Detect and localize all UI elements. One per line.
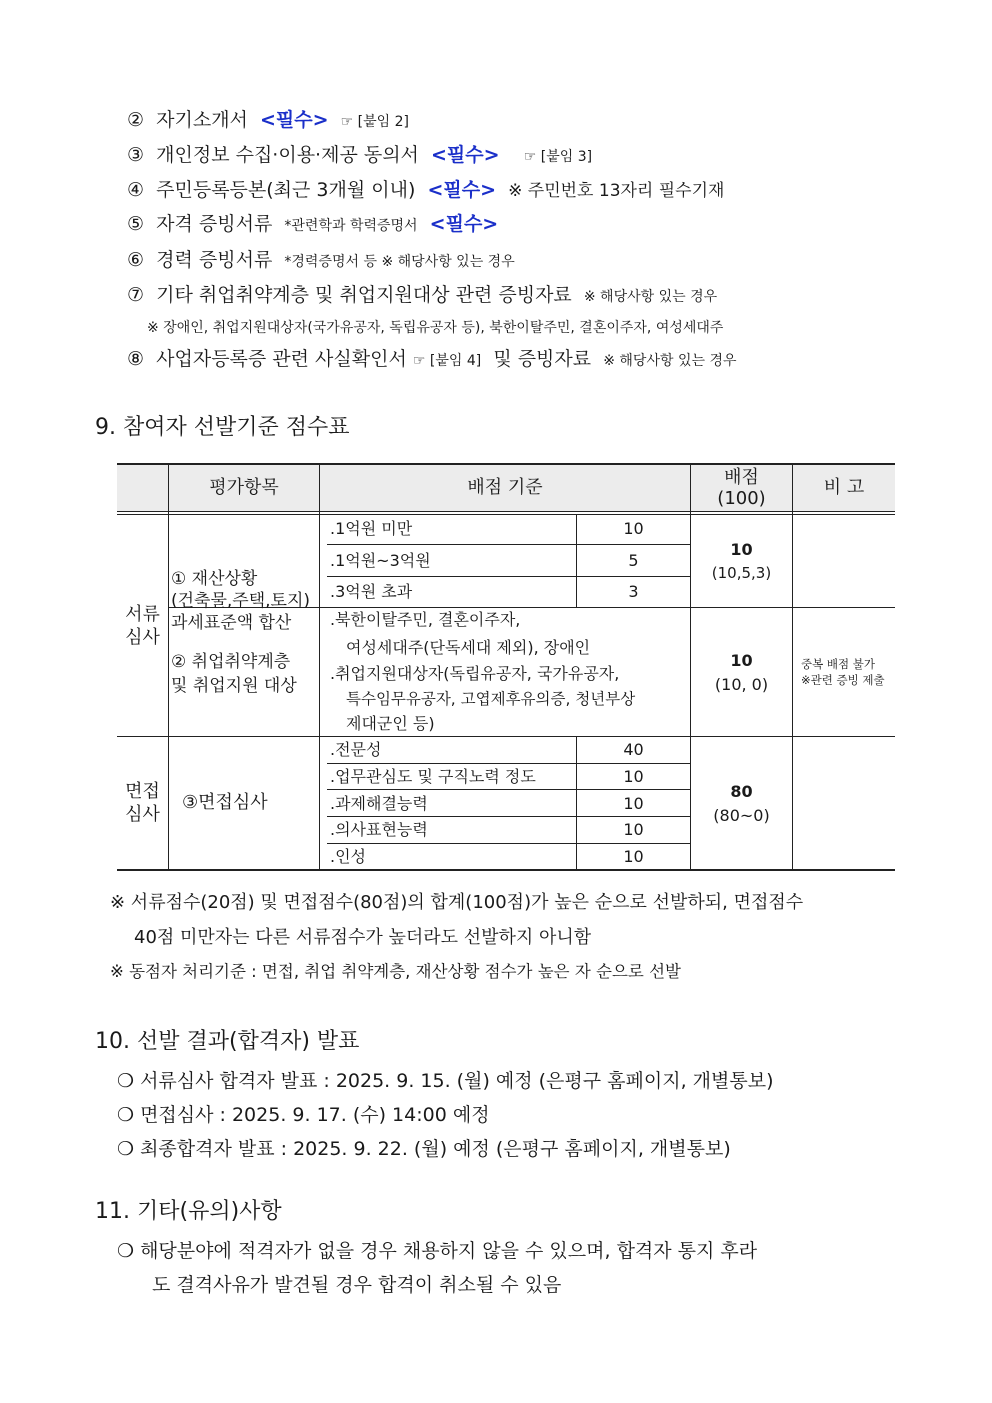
table-border: [327, 843, 690, 844]
group-interview: 면접 심사: [125, 781, 160, 825]
row3-score: 80: [730, 782, 753, 801]
header-criteria: 배점 기준: [467, 477, 543, 498]
row3-criteria-5: .인성: [330, 847, 366, 866]
row3-item: ③면접심사: [182, 792, 268, 813]
section-9-note-1-cont: 40점 미만자는 다른 서류점수가 높더라도 선발하지 아니함: [134, 927, 592, 948]
required-badge: <필수>: [427, 179, 497, 201]
doc-item-7: ⑦ 기타 취업취약계층 및 취업지원대상 관련 증빙자료 ※ 해당사항 있는 경우: [127, 284, 718, 306]
row2-criteria-2: 여성세대주(단독세대 제외), 장애인: [346, 638, 591, 657]
row3-points-3: 10: [623, 794, 644, 813]
row1-score-sub: (10,5,3): [711, 564, 772, 582]
table-border: [117, 869, 895, 871]
row2-note: 중복 배점 불가 ※관련 증빙 제출: [801, 657, 885, 687]
section-9-title: 9. 참여자 선발기준 점수표: [95, 415, 350, 440]
table-border: [117, 463, 895, 465]
row3-points-5: 10: [623, 847, 644, 866]
row3-points-4: 10: [623, 820, 644, 839]
section-11-bullet: ❍ 해당분야에 적격자가 없을 경우 채용하지 않을 수 있으며, 합격자 통지 후라: [117, 1240, 758, 1262]
required-badge: <필수>: [260, 109, 329, 131]
section-11-title: 11. 기타(유의)사항: [95, 1199, 282, 1224]
group-doc-review: 서류 심사: [125, 604, 160, 648]
table-border: [327, 763, 690, 764]
table-border: [327, 789, 690, 790]
row3-criteria-3: .과제해결능력: [330, 794, 428, 813]
row2-criteria-5: 제대군인 등): [346, 714, 435, 733]
attachment-ref: ☞ [붙임 4]: [412, 353, 482, 369]
row3-score-sub: (80~0): [713, 806, 770, 825]
section-10-bullet-3: ❍ 최종합격자 발표 : 2025. 9. 22. (월) 예정 (은평구 홈페이지, 개별통보): [117, 1138, 731, 1160]
row1-points-2: 5: [628, 551, 639, 570]
doc-note: ※ 주민번호 13자리 필수기재: [508, 181, 725, 201]
row2-score-sub: (10, 0): [714, 675, 769, 694]
row2-score: 10: [730, 651, 753, 670]
doc-item-6: ⑥ 경력 증빙서류 *경력증명서 등 ※ 해당사항 있는 경우: [127, 249, 515, 271]
table-border: [327, 816, 690, 817]
section-9-note-1: ※ 서류점수(20점) 및 면접점수(80점)의 합계(100점)가 높은 순으로 선발하되, 면접점수: [110, 892, 804, 913]
section-10-bullet-1: ❍ 서류심사 합격자 발표 : 2025. 9. 15. (월) 예정 (은평구 홈페이지, 개별통보): [117, 1070, 774, 1092]
row3-points-2: 10: [623, 767, 644, 786]
row3-criteria-2: .업무관심도 및 구직노력 정도: [330, 767, 536, 786]
row1-criteria-3: .3억원 초과: [330, 582, 413, 601]
doc-item-2: ② 자기소개서 <필수> ☞ [붙임 2]: [127, 109, 410, 131]
table-border: [792, 464, 793, 870]
attachment-ref: ☞ [붙임 3]: [523, 149, 593, 165]
table-border: [327, 576, 690, 577]
section-10-title: 10. 선발 결과(합격자) 발표: [95, 1029, 360, 1054]
row2-criteria-3: .취업지원대상자(독립유공자, 국가유공자,: [330, 664, 620, 683]
doc-item-8: ⑧ 사업자등록증 관련 사실확인서 ☞ [붙임 4] 및 증빙자료 ※ 해당사항 있는 경우: [127, 348, 737, 370]
row1-points-1: 10: [623, 519, 644, 538]
table-border: [117, 511, 895, 512]
table-border: [319, 464, 320, 870]
row2-item: ② 취업취약계층 및 취업지원 대상: [171, 652, 297, 696]
row2-criteria-1: .북한이탈주민, 결혼이주자,: [330, 610, 521, 629]
row1-score: 10: [730, 540, 753, 559]
row3-criteria-4: .의사표현능력: [330, 820, 428, 839]
doc-item-3: ③ 개인정보 수집·이용·제공 동의서 <필수> ☞ [붙임 3]: [127, 144, 593, 166]
row3-points-1: 40: [623, 740, 644, 759]
header-item: 평가항목: [209, 477, 279, 498]
row2-criteria-4: 특수임무유공자, 고엽제후유의증, 청년부상: [346, 690, 636, 708]
row1-points-3: 3: [628, 582, 639, 601]
row1-item: ① 재산상황 (건축물,주택,토지) 과세표준액 합산: [171, 569, 311, 633]
table-border: [117, 514, 895, 515]
table-border: [168, 464, 169, 870]
row1-criteria-2: .1억원~3억원: [330, 551, 431, 570]
required-badge: <필수>: [431, 144, 500, 166]
table-border: [117, 736, 895, 737]
header-note: 비 고: [823, 477, 865, 498]
table-border: [327, 544, 690, 545]
doc-item-7-sub: ※ 장애인, 취업지원대상자(국가유공자, 독립유공자 등), 북한이탈주민, 결혼이주자, 여성세대주: [147, 320, 724, 336]
doc-item-4: ④ 주민등록등본(최근 3개월 이내) <필수> ※ 주민번호 13자리 필수기재: [127, 179, 725, 201]
row1-criteria-1: .1억원 미만: [330, 519, 413, 538]
header-score: 배점 (100): [717, 467, 766, 509]
row3-criteria-1: .전문성: [330, 740, 382, 759]
section-11-bullet-cont: 도 결격사유가 발견될 경우 합격이 취소될 수 있음: [152, 1274, 562, 1296]
required-badge: <필수>: [429, 213, 499, 235]
doc-item-5: ⑤ 자격 증빙서류 *관련학과 학력증명서 <필수>: [127, 213, 499, 235]
section-9-note-2: ※ 동점자 처리기준 : 면접, 취업 취약계층, 재산상황 점수가 높은 자 순으로 선발: [110, 962, 681, 981]
attachment-ref: ☞ [붙임 2]: [340, 114, 410, 130]
section-10-bullet-2: ❍ 면접심사 : 2025. 9. 17. (수) 14:00 예정: [117, 1104, 490, 1126]
